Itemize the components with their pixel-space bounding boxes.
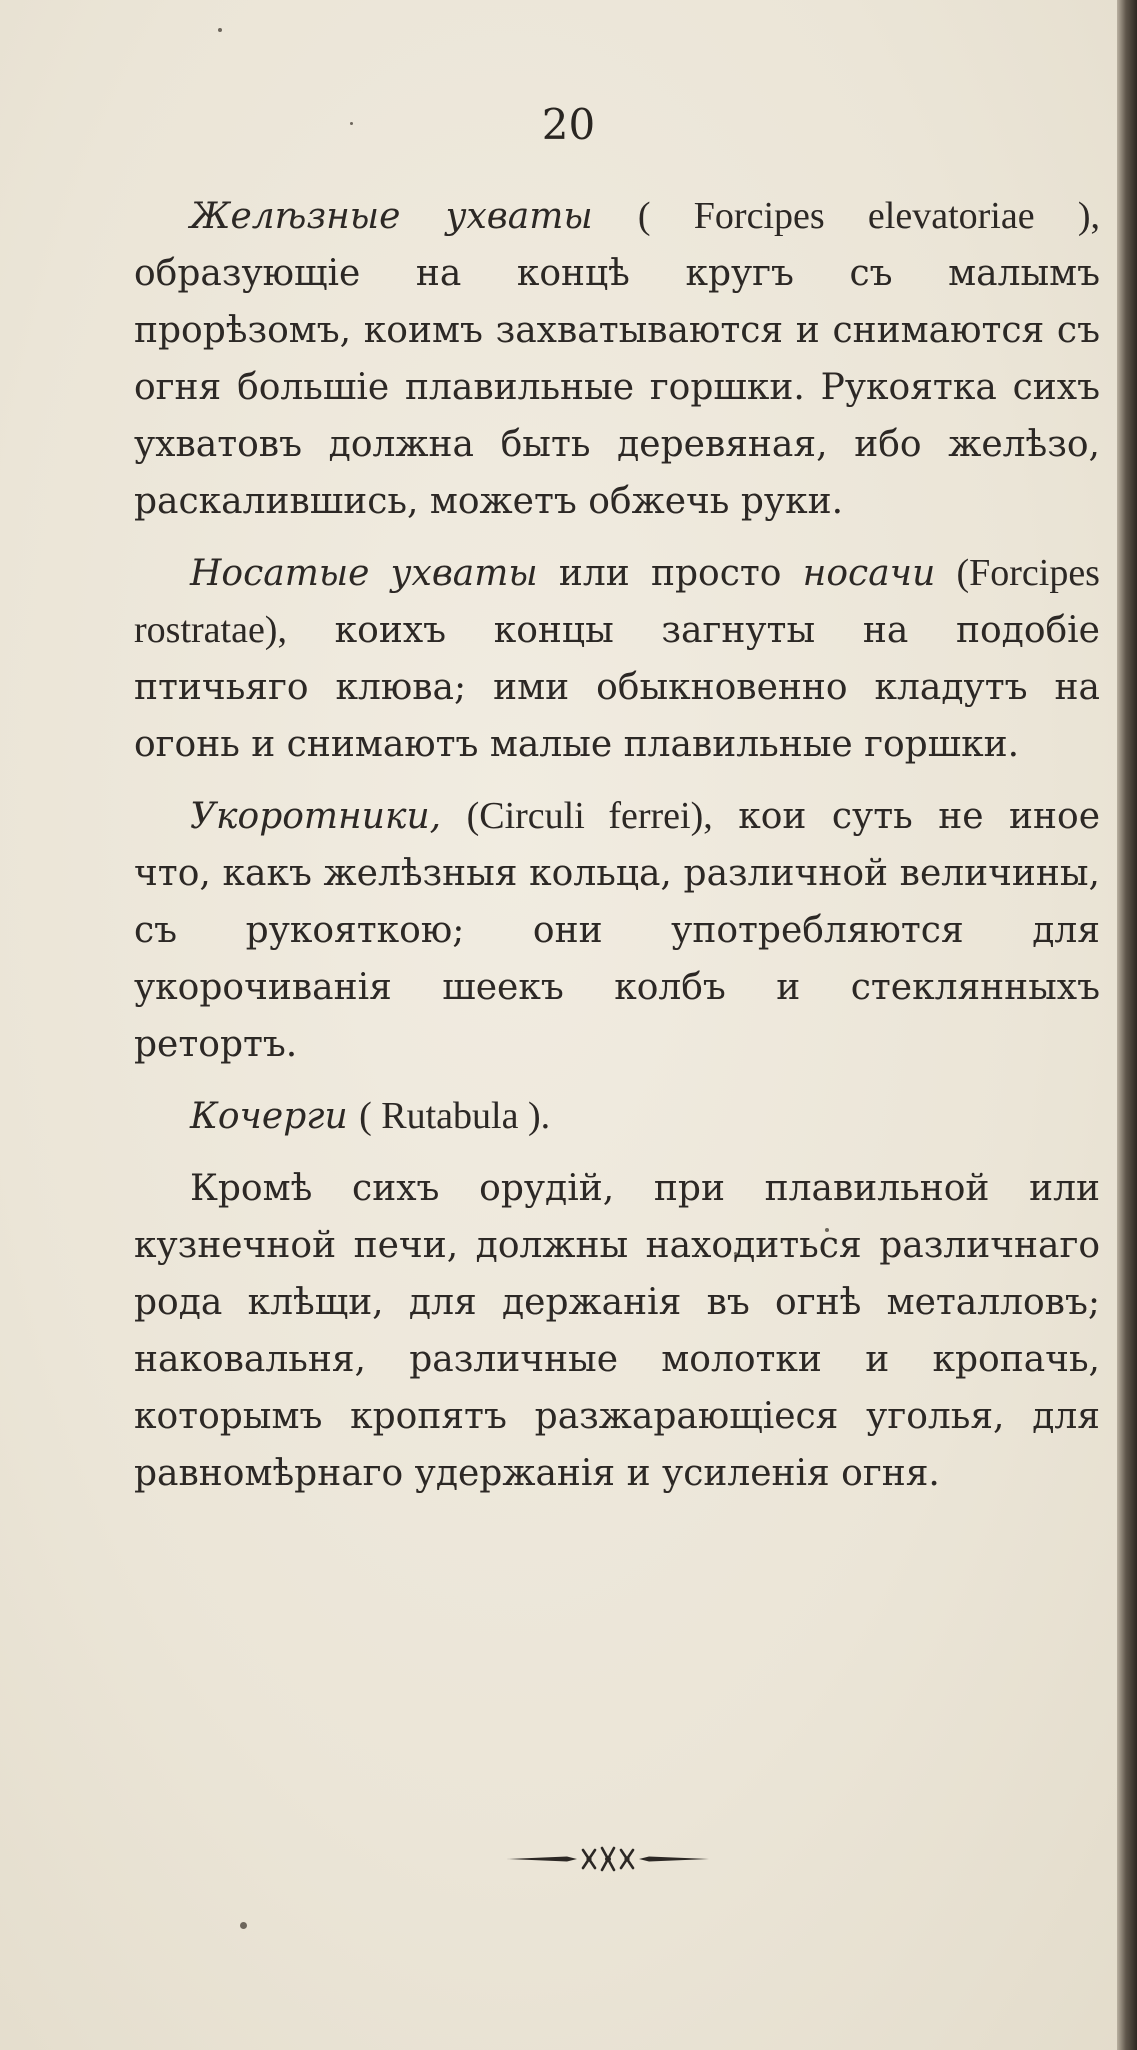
term-heading: Укоротники, bbox=[190, 796, 442, 837]
paragraph-rutabula bbox=[134, 1088, 1100, 1145]
term-heading: Кочерги bbox=[190, 1096, 348, 1137]
latin-name: ( Forcipes elevatoriae ), bbox=[637, 195, 1100, 237]
paper-speck bbox=[218, 28, 222, 32]
paragraph-forcipes-elevatoriae bbox=[134, 188, 1100, 530]
page-binding-edge bbox=[1117, 0, 1137, 2050]
connector-text: или просто bbox=[558, 553, 782, 594]
latin-name: ( Rutabula ). bbox=[359, 1095, 551, 1137]
paragraph-body: кои суть не иное что, какъ желѣзныя кольца, различной величины, съ рукояткою; они употребляются для укорочиванія шеекъ колбъ и стеклянныхъ ретортъ. bbox=[134, 796, 1100, 1065]
paper-speck bbox=[240, 1922, 247, 1929]
paragraph-forcipes-rostratae bbox=[134, 545, 1100, 773]
latin-name: (Circuli ferrei), bbox=[466, 795, 713, 837]
term-alternate: носачи bbox=[802, 553, 936, 594]
page-number: 20 bbox=[541, 100, 596, 149]
latin-name: (Forcipes rostratae), bbox=[134, 552, 1100, 651]
ornament-divider bbox=[503, 1842, 713, 1876]
term-heading: Носатые ухваты bbox=[190, 553, 538, 594]
body-text bbox=[134, 188, 1100, 1517]
paragraph-body: образующіе на концѣ кругъ съ малымъ прорѣзомъ, коимъ захватываются и снимаются съ огня большіе плавильные горшки. Рукоятка сихъ ухватовъ должна быть деревяная, ибо желѣзо, раскалившись, можетъ обжечь руки. bbox=[134, 253, 1100, 522]
paragraph-other-tools bbox=[134, 1160, 1100, 1502]
paragraph-body: коихъ концы загнуты на подобіе птичьяго клюва; ими обыкновенно кладутъ на огонь и снимаютъ малые плавильные горшки. bbox=[134, 610, 1100, 765]
term-heading: Желѣзные ухваты bbox=[190, 196, 593, 237]
paragraph-body: Кромѣ сихъ орудій, при плавильной или кузнечной печи, должны находиться различнаго рода клѣщи, для держанія въ огнѣ металловъ; наковальня, различные молотки и кропачь, которымъ кропятъ разжарающіеся уголья, для равномѣрнаго удержанія и усиленія огня. bbox=[134, 1168, 1100, 1494]
paragraph-circuli-ferrei bbox=[134, 788, 1100, 1073]
